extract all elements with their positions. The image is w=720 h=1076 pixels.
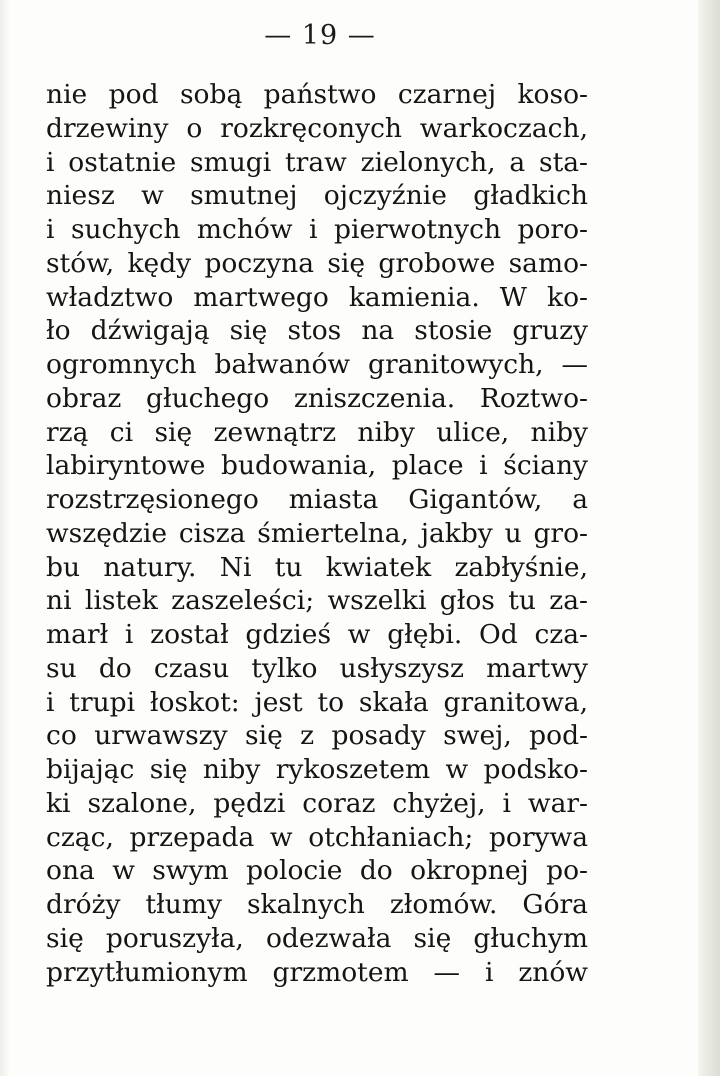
text-line: ki szalone, pędzi coraz chyżej, i war- — [46, 787, 588, 819]
text-line: się poruszyła, odezwała się głuchym — [46, 922, 588, 954]
text-line: ni listek zaszeleści; wszelki głos tu za- — [46, 585, 588, 617]
text-line: co urwawszy się z posady swej, pod- — [46, 720, 588, 752]
text-line: nie pod sobą państwo czarnej koso- — [46, 79, 588, 110]
text-line: wszędzie cisza śmiertelna, jakby u gro- — [46, 517, 588, 549]
text-line: obraz głuchego zniszczenia. Roztwo- — [46, 382, 588, 414]
text-line: bu natury. Ni tu kwiatek zabłyśnie, — [46, 551, 588, 583]
text-line: marł i został gdzieś w głębi. Od cza- — [46, 619, 588, 650]
page-left-shadow — [0, 0, 10, 1076]
text-line: labiryntowe budowania, place i ściany — [46, 450, 588, 482]
text-line: ona w swym polocie do okropnej po- — [46, 855, 588, 887]
body-text — [46, 78, 588, 989]
text-line: i trupi łoskot: jest to skała granitowa, — [46, 686, 588, 718]
text-line: drzewiny o rozkręconych warkoczach, — [46, 112, 588, 144]
text-line: i suchych mchów i pierwotnych poro- — [46, 214, 588, 245]
text-line: władztwo martwego kamienia. W ko- — [46, 281, 588, 313]
text-line: bijając się niby rykoszetem w podsko- — [46, 754, 588, 785]
text-line: niesz w smutnej ojczyźnie gładkich — [46, 180, 588, 212]
text-line: su do czasu tylko usłyszysz martwy — [46, 652, 588, 684]
page-right-edge — [698, 0, 720, 1076]
text-line: rzą ci się zewnątrz niby ulice, niby — [46, 416, 588, 448]
text-line: ło dźwigają się stos na stosie gruzy — [46, 315, 588, 347]
text-line: rozstrzęsionego miasta Gigantów, a — [46, 484, 588, 515]
text-line: ogromnych bałwanów granitowych, — — [46, 349, 588, 380]
page-number: — 19 — — [264, 20, 376, 51]
text-line: cząc, przepada w otchłaniach; porywa — [46, 821, 588, 853]
text-line: przytłumionym grzmotem — i znów — [46, 956, 588, 988]
text-line: dróży tłumy skalnych złomów. Góra — [46, 889, 588, 920]
text-line: i ostatnie smugi traw zielonych, a sta- — [46, 146, 588, 178]
text-line: stów, kędy poczyna się grobowe samo- — [46, 247, 588, 279]
